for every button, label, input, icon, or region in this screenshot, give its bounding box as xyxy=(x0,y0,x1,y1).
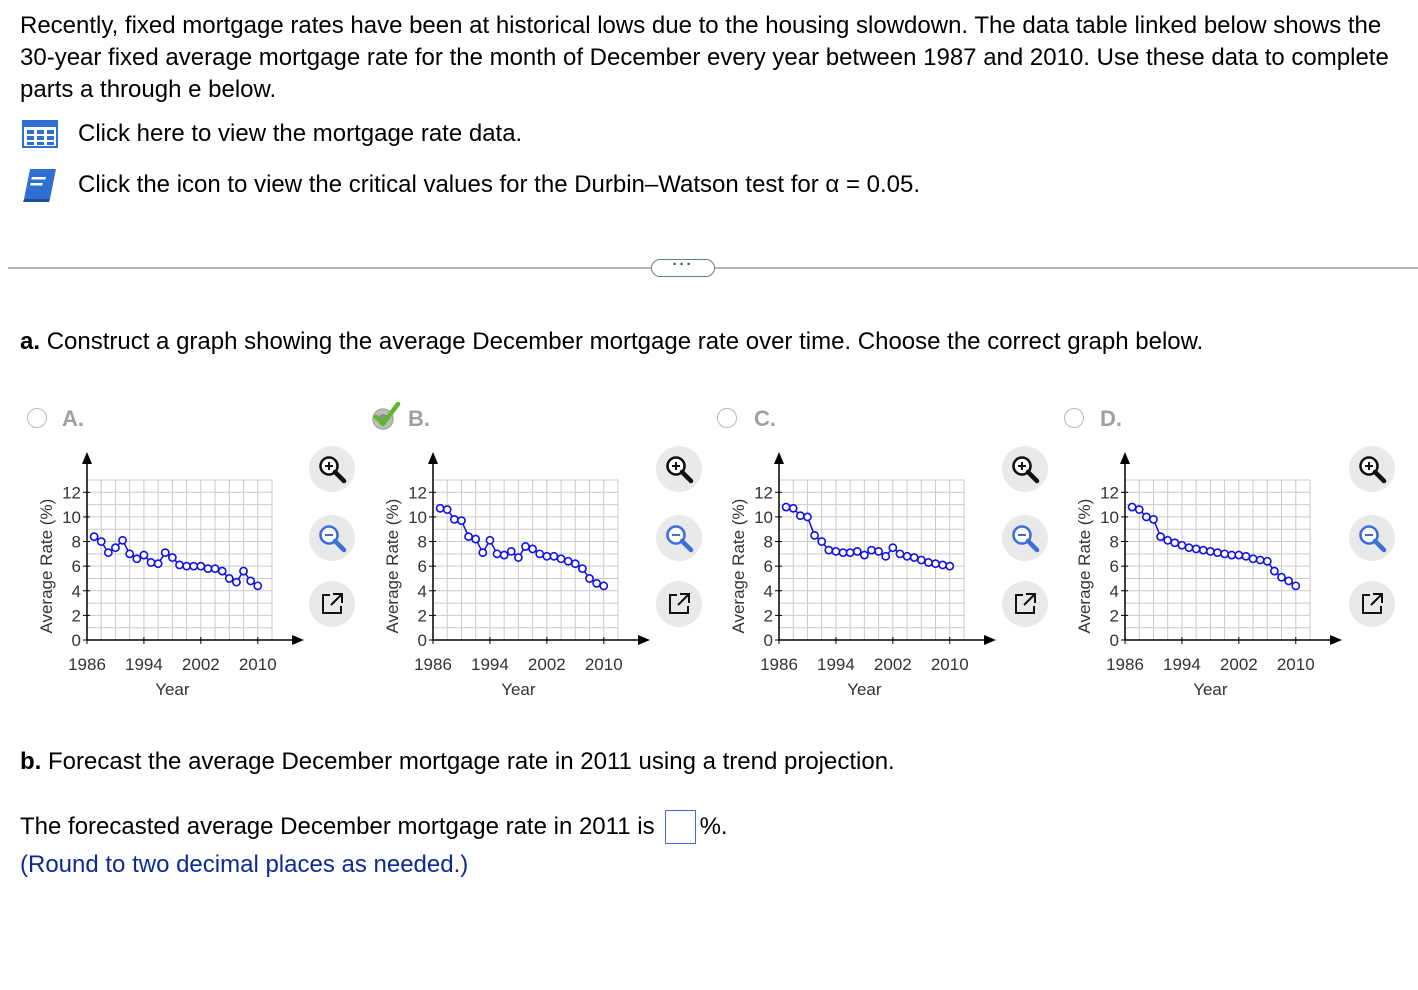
data-point xyxy=(1214,549,1221,556)
data-point xyxy=(515,554,522,561)
data-point xyxy=(600,582,607,589)
option-b-zoom-out-button[interactable] xyxy=(656,515,702,561)
data-link-text[interactable]: Click here to view the mortgage rate data. xyxy=(78,120,523,147)
percent-sign: %. xyxy=(699,813,728,840)
y-tick-label: 12 xyxy=(1100,483,1119,503)
data-point xyxy=(1171,539,1178,546)
data-point xyxy=(133,555,140,562)
data-point xyxy=(797,512,804,519)
data-point xyxy=(1164,537,1171,544)
data-point xyxy=(126,550,133,557)
x-axis-arrow xyxy=(1330,635,1342,645)
option-d-zoom-out-button[interactable] xyxy=(1349,515,1395,561)
data-point xyxy=(501,551,508,558)
data-point xyxy=(465,533,472,540)
data-point xyxy=(1150,516,1157,523)
data-point xyxy=(889,544,896,551)
data-point xyxy=(451,516,458,523)
x-tick-label: 1994 xyxy=(125,655,163,674)
option-a-open-new-window-button[interactable] xyxy=(309,581,355,627)
y-tick-label: 10 xyxy=(62,507,81,527)
y-tick-label: 4 xyxy=(1109,581,1119,601)
x-tick-label: 2002 xyxy=(527,655,566,674)
rounding-hint: (Round to two decimal places as needed.) xyxy=(20,851,469,878)
part-a-label: a. xyxy=(20,328,41,355)
y-tick-label: 2 xyxy=(1109,606,1119,626)
x-axis-arrow xyxy=(638,635,650,645)
option-b-zoom-in-button[interactable] xyxy=(656,446,702,492)
data-point xyxy=(444,506,451,513)
data-point xyxy=(818,538,825,545)
data-point xyxy=(1242,553,1249,560)
y-tick-label: 6 xyxy=(763,557,773,577)
data-point xyxy=(1249,555,1256,562)
chart-option-b xyxy=(376,440,676,710)
data-point xyxy=(1143,513,1150,520)
y-tick-label: 12 xyxy=(754,483,773,503)
data-point xyxy=(472,535,479,542)
data-point xyxy=(536,550,543,557)
chart-option-a xyxy=(30,440,330,710)
data-point xyxy=(190,563,197,570)
option-d-radio[interactable] xyxy=(1064,408,1084,428)
data-point xyxy=(1257,556,1264,563)
data-point xyxy=(1285,577,1292,584)
data-point xyxy=(458,517,465,524)
y-tick-label: 8 xyxy=(763,532,773,552)
zoom-out-icon xyxy=(664,523,694,553)
x-tick-label: 2010 xyxy=(1276,655,1315,674)
y-tick-label: 4 xyxy=(71,581,81,601)
x-tick-label: 1986 xyxy=(760,655,798,674)
x-axis-label: Year xyxy=(847,680,882,699)
data-point xyxy=(147,559,154,566)
x-tick-label: 2002 xyxy=(873,655,912,674)
data-point xyxy=(112,544,119,551)
y-tick-label: 12 xyxy=(408,483,427,503)
dw-link-text[interactable]: Click the icon to view the critical values for the Durbin–Watson test for xyxy=(78,171,826,198)
data-point xyxy=(219,567,226,574)
data-point xyxy=(1271,567,1278,574)
y-tick-label: 12 xyxy=(62,483,81,503)
option-b-open-new-window-button[interactable] xyxy=(656,581,702,627)
forecast-prompt: The forecasted average December mortgage rate in 2011 is xyxy=(20,813,655,840)
y-tick-label: 8 xyxy=(1109,532,1119,552)
zoom-in-icon xyxy=(1357,454,1387,484)
y-axis-arrow xyxy=(774,452,784,464)
show-more-button[interactable]: ··· xyxy=(651,259,715,277)
data-point xyxy=(896,550,903,557)
open-new-window-icon xyxy=(666,591,692,617)
option-d-zoom-in-button[interactable] xyxy=(1349,446,1395,492)
data-point xyxy=(868,547,875,554)
y-axis-arrow xyxy=(82,452,92,464)
data-point xyxy=(91,533,98,540)
data-point xyxy=(586,575,593,582)
y-tick-label: 10 xyxy=(1100,507,1119,527)
y-tick-label: 4 xyxy=(417,581,427,601)
data-point xyxy=(783,503,790,510)
y-axis-label: Average Rate (%) xyxy=(1075,498,1094,634)
option-a-zoom-in-button[interactable] xyxy=(309,446,355,492)
data-point xyxy=(925,559,932,566)
data-point xyxy=(1264,558,1271,565)
data-point xyxy=(197,563,204,570)
y-axis-label: Average Rate (%) xyxy=(729,498,748,634)
x-tick-label: 2010 xyxy=(930,655,969,674)
x-tick-label: 1986 xyxy=(68,655,106,674)
x-tick-label: 2010 xyxy=(584,655,623,674)
option-d-open-new-window-button[interactable] xyxy=(1349,581,1395,627)
data-point xyxy=(479,549,486,556)
x-axis-arrow xyxy=(292,635,304,645)
problem-intro: Recently, fixed mortgage rates have been at historical lows due to the housing slowdown. The data table linked below shows the 30-year fixed average mortgage rate for the month of December every year between 1987 and 2010. Use these data to complete parts a through e below. xyxy=(20,12,1389,103)
y-tick-label: 0 xyxy=(71,631,81,650)
data-point xyxy=(437,505,444,512)
zoom-in-icon xyxy=(317,454,347,484)
data-point xyxy=(861,551,868,558)
x-tick-label: 1994 xyxy=(817,655,855,674)
y-tick-label: 10 xyxy=(408,507,427,527)
data-point xyxy=(105,549,112,556)
data-point xyxy=(1200,547,1207,554)
option-b-letter[interactable]: B. xyxy=(408,406,430,431)
x-tick-label: 1994 xyxy=(471,655,509,674)
data-table-icon xyxy=(20,116,62,152)
data-point xyxy=(204,565,211,572)
data-point xyxy=(162,549,169,556)
y-tick-label: 2 xyxy=(71,606,81,626)
x-tick-label: 2002 xyxy=(181,655,220,674)
data-point xyxy=(211,565,218,572)
y-axis-label: Average Rate (%) xyxy=(383,498,402,634)
x-tick-label: 1986 xyxy=(1106,655,1144,674)
data-point xyxy=(854,548,861,555)
option-c-open-new-window-button[interactable] xyxy=(1002,581,1048,627)
data-point xyxy=(918,556,925,563)
data-point xyxy=(579,565,586,572)
y-tick-label: 10 xyxy=(754,507,773,527)
data-point xyxy=(804,513,811,520)
zoom-out-icon xyxy=(317,523,347,553)
data-point xyxy=(529,545,536,552)
y-tick-label: 8 xyxy=(71,532,81,552)
data-point xyxy=(98,538,105,545)
option-b-radio[interactable] xyxy=(371,402,411,432)
x-tick-label: 2002 xyxy=(1219,655,1258,674)
alpha-value: α = 0.05. xyxy=(825,171,921,198)
option-c-zoom-out-button[interactable] xyxy=(1002,515,1048,561)
data-point xyxy=(1207,548,1214,555)
option-c-letter[interactable]: C. xyxy=(754,406,776,431)
y-axis-arrow xyxy=(1120,452,1130,464)
data-point xyxy=(226,575,233,582)
data-point xyxy=(119,537,126,544)
data-point xyxy=(1136,506,1143,513)
data-point xyxy=(1278,574,1285,581)
data-point xyxy=(811,532,818,539)
durbin-watson-link[interactable] xyxy=(20,167,920,203)
forecast-sentence xyxy=(20,810,728,844)
data-point xyxy=(593,580,600,587)
option-a-letter[interactable]: A. xyxy=(62,406,84,431)
x-axis-label: Year xyxy=(501,680,536,699)
y-axis-arrow xyxy=(428,452,438,464)
part-b-text: Forecast the average December mortgage rate in 2011 using a trend projection. xyxy=(48,748,895,775)
data-point xyxy=(1185,544,1192,551)
data-point xyxy=(1193,545,1200,552)
data-point xyxy=(240,567,247,574)
zoom-in-icon xyxy=(1010,454,1040,484)
y-tick-label: 4 xyxy=(763,581,773,601)
data-point xyxy=(508,548,515,555)
forecast-answer-input[interactable] xyxy=(665,810,696,844)
data-point xyxy=(939,561,946,568)
book-icon xyxy=(20,167,62,203)
part-b-heading xyxy=(20,748,895,776)
y-axis-label: Average Rate (%) xyxy=(37,498,56,634)
part-a-text: Construct a graph showing the average December mortgage rate over time. Choose the correct graph below. xyxy=(46,328,1204,355)
data-point xyxy=(557,555,564,562)
data-point xyxy=(839,549,846,556)
option-a-zoom-out-button[interactable] xyxy=(309,515,355,561)
data-point xyxy=(1292,582,1299,589)
data-point xyxy=(493,550,500,557)
data-point xyxy=(1157,533,1164,540)
x-tick-label: 2010 xyxy=(238,655,277,674)
x-tick-label: 1994 xyxy=(1163,655,1201,674)
part-a-heading xyxy=(20,328,1203,356)
y-tick-label: 2 xyxy=(763,606,773,626)
data-point xyxy=(932,560,939,567)
data-point xyxy=(1178,542,1185,549)
data-point xyxy=(522,543,529,550)
zoom-out-icon xyxy=(1010,523,1040,553)
y-tick-label: 2 xyxy=(417,606,427,626)
y-tick-label: 6 xyxy=(417,557,427,577)
open-new-window-icon xyxy=(1012,591,1038,617)
option-d-letter[interactable]: D. xyxy=(1100,406,1122,431)
data-point xyxy=(176,561,183,568)
data-point xyxy=(183,563,190,570)
x-axis-arrow xyxy=(984,635,996,645)
x-tick-label: 1986 xyxy=(414,655,452,674)
y-tick-label: 0 xyxy=(763,631,773,650)
x-axis-label: Year xyxy=(155,680,190,699)
data-point xyxy=(882,553,889,560)
data-point xyxy=(1228,551,1235,558)
data-point xyxy=(832,548,839,555)
option-a-radio[interactable] xyxy=(27,408,47,428)
open-new-window-icon xyxy=(1359,591,1385,617)
y-tick-label: 0 xyxy=(417,631,427,650)
data-point xyxy=(903,553,910,560)
chart-option-c xyxy=(722,440,1022,710)
data-point xyxy=(155,560,162,567)
y-tick-label: 6 xyxy=(1109,557,1119,577)
data-point xyxy=(572,560,579,567)
zoom-out-icon xyxy=(1357,523,1387,553)
open-new-window-icon xyxy=(319,591,345,617)
y-tick-label: 0 xyxy=(1109,631,1119,650)
data-point xyxy=(875,548,882,555)
x-axis-label: Year xyxy=(1193,680,1228,699)
data-point xyxy=(847,549,854,556)
data-point xyxy=(825,547,832,554)
option-c-zoom-in-button[interactable] xyxy=(1002,446,1048,492)
data-point xyxy=(565,558,572,565)
data-point xyxy=(1129,503,1136,510)
data-point xyxy=(1235,551,1242,558)
data-point xyxy=(233,579,240,586)
y-tick-label: 6 xyxy=(71,557,81,577)
data-point xyxy=(946,563,953,570)
data-point xyxy=(543,553,550,560)
data-point xyxy=(911,554,918,561)
data-point xyxy=(1221,550,1228,557)
data-point xyxy=(169,554,176,561)
data-point xyxy=(247,577,254,584)
mortgage-data-link[interactable] xyxy=(20,116,522,152)
data-point xyxy=(486,537,493,544)
data-point xyxy=(140,551,147,558)
zoom-in-icon xyxy=(664,454,694,484)
chart-option-d xyxy=(1068,440,1368,710)
data-point xyxy=(790,505,797,512)
part-b-label: b. xyxy=(20,748,42,775)
y-tick-label: 8 xyxy=(417,532,427,552)
option-c-radio[interactable] xyxy=(717,408,737,428)
data-point xyxy=(254,582,261,589)
data-point xyxy=(550,553,557,560)
